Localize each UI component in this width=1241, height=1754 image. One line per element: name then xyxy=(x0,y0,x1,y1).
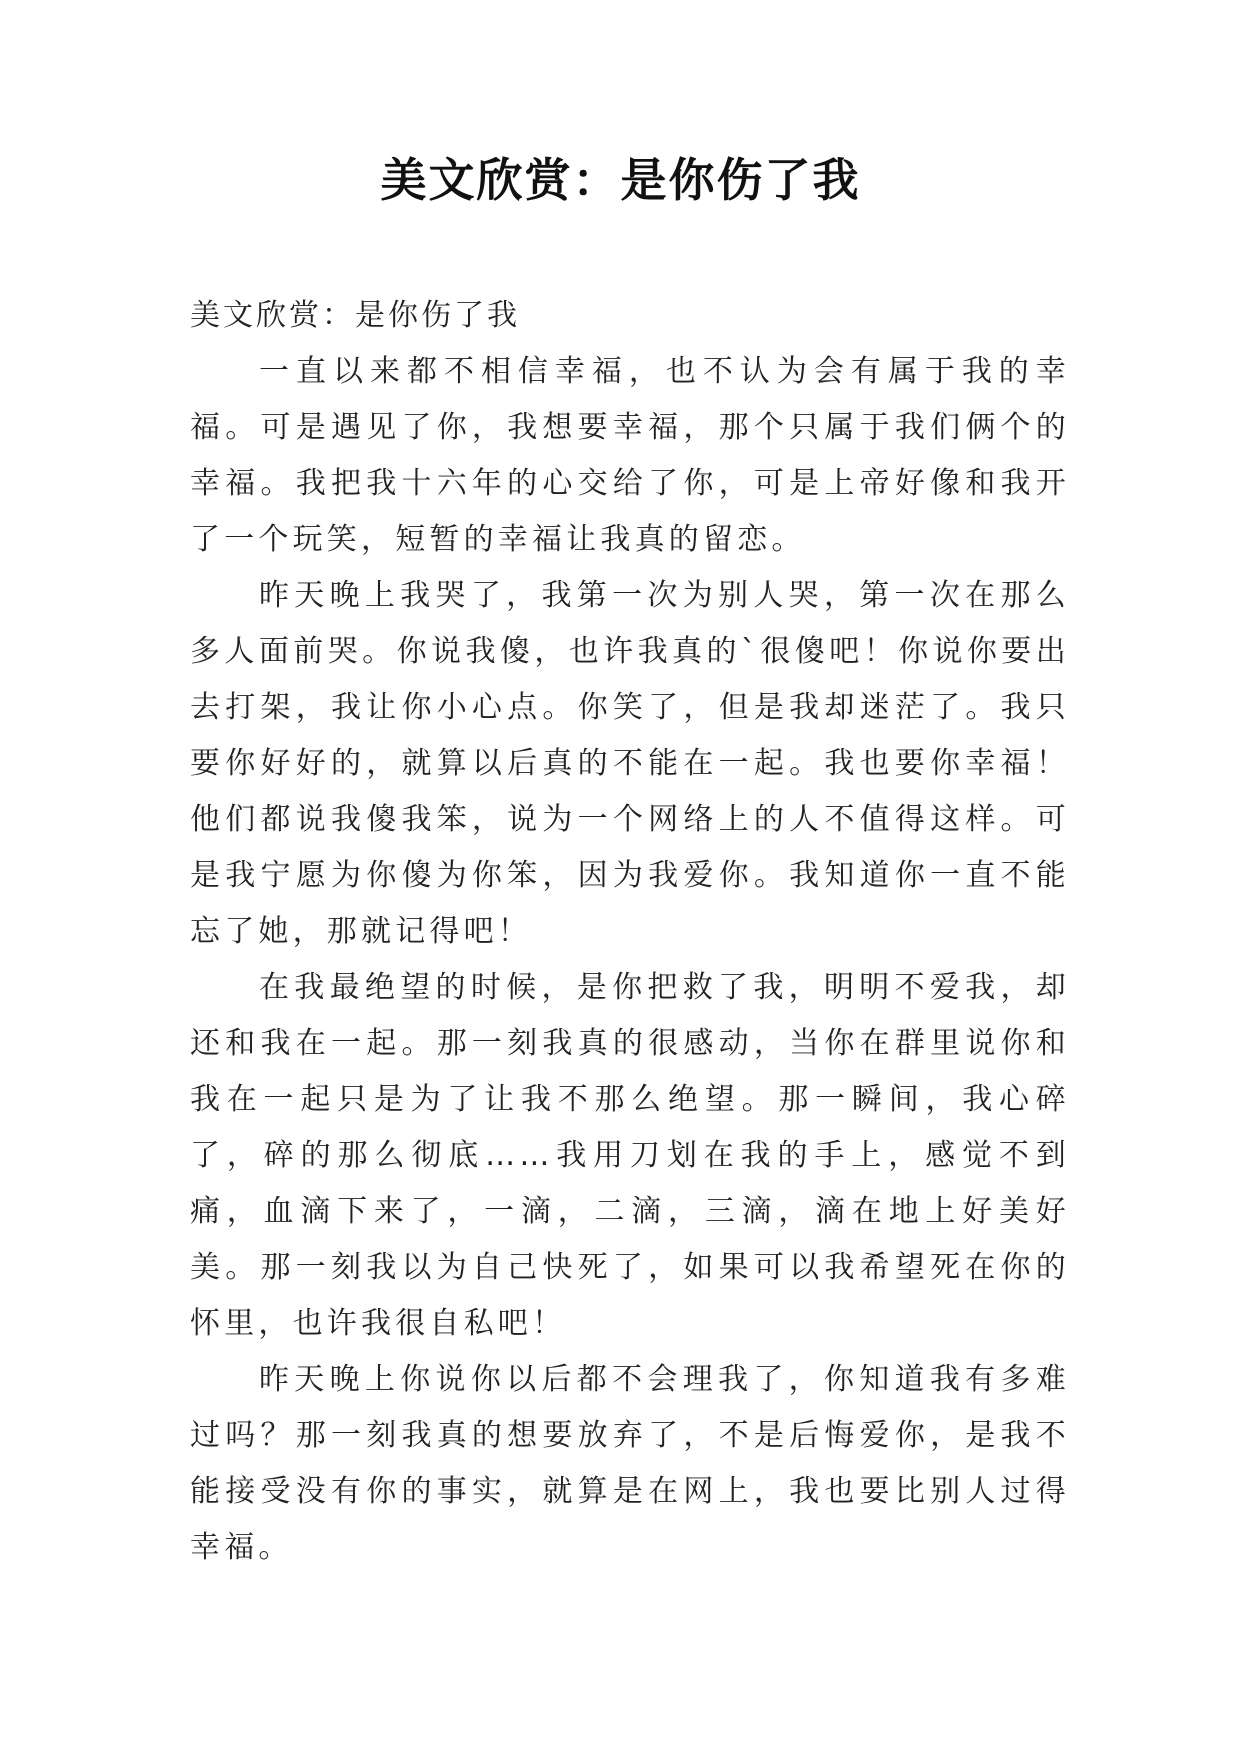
document-subtitle: 美文欣赏：是你伤了我 xyxy=(190,298,520,333)
document-title: 美文欣赏：是你伤了我 xyxy=(380,153,861,207)
paragraph: 昨天晚上你说你以后都不会理我了，你知道我有多难过吗？那一刻我真的想要放弃了，不是后悔爱你，是我不能接受没有你的事实，就算是在网上，我也要比别人过得幸福。 xyxy=(190,1362,1070,1565)
paragraph: 在我最绝望的时候，是你把救了我，明明不爱我，却还和我在一起。那一刻我真的很感动，当你在群里说你和我在一起只是为了让我不那么绝望。那一瞬间，我心碎了，碎的那么彻底……我用刀划在我的手上，感觉不到痛，血滴下来了，一滴，二滴，三滴，滴在地上好美好美。那一刻我以为自己快死了，如果可以我希望死在你的怀里，也许我很自私吧！ xyxy=(190,970,1070,1341)
paragraph: 昨天晚上我哭了，我第一次为别人哭，第一次在那么多人面前哭。你说我傻，也许我真的`很傻吧！你说你要出去打架，我让你小心点。你笑了，但是我却迷茫了。我只要你好好的，就算以后真的不能在一起。我也要你幸福！他们都说我傻我笨，说为一个网络上的人不值得这样。可是我宁愿为你傻为你笨，因为我爱你。我知道你一直不能忘了她，那就记得吧！ xyxy=(190,578,1070,949)
document-body xyxy=(190,288,1070,1576)
paragraph: 一直以来都不相信幸福，也不认为会有属于我的幸福。可是遇见了你，我想要幸福，那个只属于我们俩个的幸福。我把我十六年的心交给了你，可是上帝好像和我开了一个玩笑，短暂的幸福让我真的留恋。 xyxy=(190,354,1070,557)
